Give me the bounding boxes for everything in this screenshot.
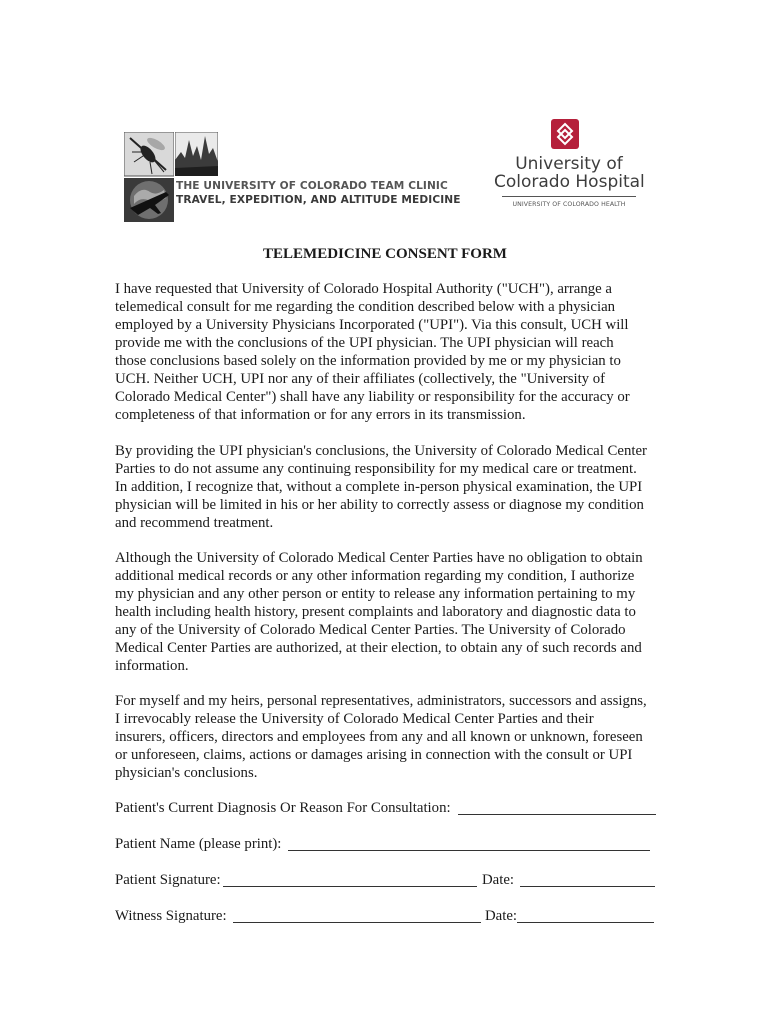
paragraph-line: By providing the UPI physician's conclusions, the University of Colorado Medical Center [115, 443, 647, 459]
team-clinic-logo [124, 132, 470, 222]
paragraph-line: I irrevocably release the University of Colorado Medical Center Parties and their [115, 711, 594, 727]
logo-tiles [124, 132, 174, 222]
diagnosis-label: Patient's Current Diagnosis Or Reason For Consultation: [115, 800, 451, 816]
paragraph-line: For myself and my heirs, personal representatives, administrators, successors and assigns, [115, 693, 647, 709]
patient-date-label: Date: [482, 872, 515, 888]
uch-logo-subtitle: UNIVERSITY OF COLORADO HEALTH [512, 201, 626, 208]
paragraph-line: any of the University of Colorado Medical Center Parties. The University of Colorado [115, 622, 626, 638]
paragraph-line: additional medical records or any other information regarding my condition, I authorize [115, 568, 635, 584]
hospital-cross-icon [550, 118, 580, 150]
paragraph-line: physician's conclusions. [115, 765, 258, 781]
paragraph-line: and recommend treatment. [115, 515, 274, 531]
paragraph-line: In addition, I recognize that, without a complete in-person physical examination, the UPI [115, 479, 643, 495]
paragraph-line: Parties to do not assume any continuing responsibility for my medical care or treatment. [115, 461, 637, 477]
paragraph-2 [115, 442, 660, 532]
logo-line-1: THE UNIVERSITY OF COLORADO TEAM CLINIC [176, 180, 448, 192]
paragraph-line: provide me with the conclusions of the UPI physician. The UPI physician will reach [115, 335, 614, 351]
paragraph-line: Colorado Medical Center") shall have any liability or responsibility for the accuracy or [115, 389, 630, 405]
diagnosis-field [115, 799, 660, 817]
paragraph-line: Medical Center Parties are authorized, at their election, to obtain any of such records and [115, 640, 642, 656]
witness-date-line[interactable] [517, 922, 654, 923]
paragraph-line: employed by a University Physicians Incorporated ("UPI"). Via this consult, UCH will [115, 317, 629, 333]
paragraph-line: or unforeseen, claims, actions or damages arising in connection with the consult or UPI [115, 747, 633, 763]
witness-signature-field [115, 907, 660, 925]
paragraph-line: my physician and any other person or entity to release any information pertaining to my [115, 586, 636, 602]
patient-signature-line[interactable] [223, 886, 477, 887]
patient-name-field [115, 835, 660, 853]
uch-name-line-1: University of [515, 154, 623, 174]
uch-logo-name [494, 155, 644, 191]
patient-date-line[interactable] [520, 886, 655, 887]
airplane-globe-icon [124, 178, 174, 222]
uch-name-line-2: Colorado Hospital [494, 172, 645, 192]
paragraph-line: UCH. Neither UCH, UPI nor any of their affiliates (collectively, the "University of [115, 371, 606, 387]
uch-logo-divider [502, 196, 636, 197]
uch-logo [494, 118, 644, 218]
witness-date-label: Date: [485, 908, 518, 924]
paragraph-3 [115, 549, 660, 675]
diagnosis-line[interactable] [458, 814, 656, 815]
patient-signature-field [115, 871, 660, 889]
forest-icon [175, 132, 218, 176]
witness-signature-label: Witness Signature: [115, 908, 227, 924]
patient-signature-label: Patient Signature: [115, 872, 221, 888]
document-title: TELEMEDICINE CONSENT FORM [263, 246, 507, 262]
patient-name-line[interactable] [288, 850, 650, 851]
witness-signature-line[interactable] [233, 922, 481, 923]
mosquito-icon [124, 132, 174, 176]
paragraph-line: physician will be limited in his or her ability to correctly assess or diagnose my condition [115, 497, 644, 513]
paragraph-line: completeness of that information or for any errors in its transmission. [115, 407, 526, 423]
team-clinic-logo-text [176, 179, 461, 207]
paragraph-line: information. [115, 658, 189, 674]
paragraph-line: Although the University of Colorado Medical Center Parties have no obligation to obtain [115, 550, 643, 566]
paragraph-line: health including health history, present complaints and laboratory and diagnostic data to [115, 604, 636, 620]
paragraph-line: I have requested that University of Colorado Hospital Authority ("UCH"), arrange a [115, 281, 612, 297]
paragraph-4 [115, 692, 660, 782]
paragraph-line: insurers, officers, directors and employees from any and all known or unknown, foreseen [115, 729, 643, 745]
paragraph-line: those conclusions based solely on the information provided by me or my physician to [115, 353, 621, 369]
paragraph-1 [115, 280, 660, 424]
patient-name-label: Patient Name (please print): [115, 836, 282, 852]
paragraph-line: telemedical consult for me regarding the condition described below with a physician [115, 299, 616, 315]
logo-line-2: TRAVEL, EXPEDITION, AND ALTITUDE MEDICINE [176, 194, 461, 206]
